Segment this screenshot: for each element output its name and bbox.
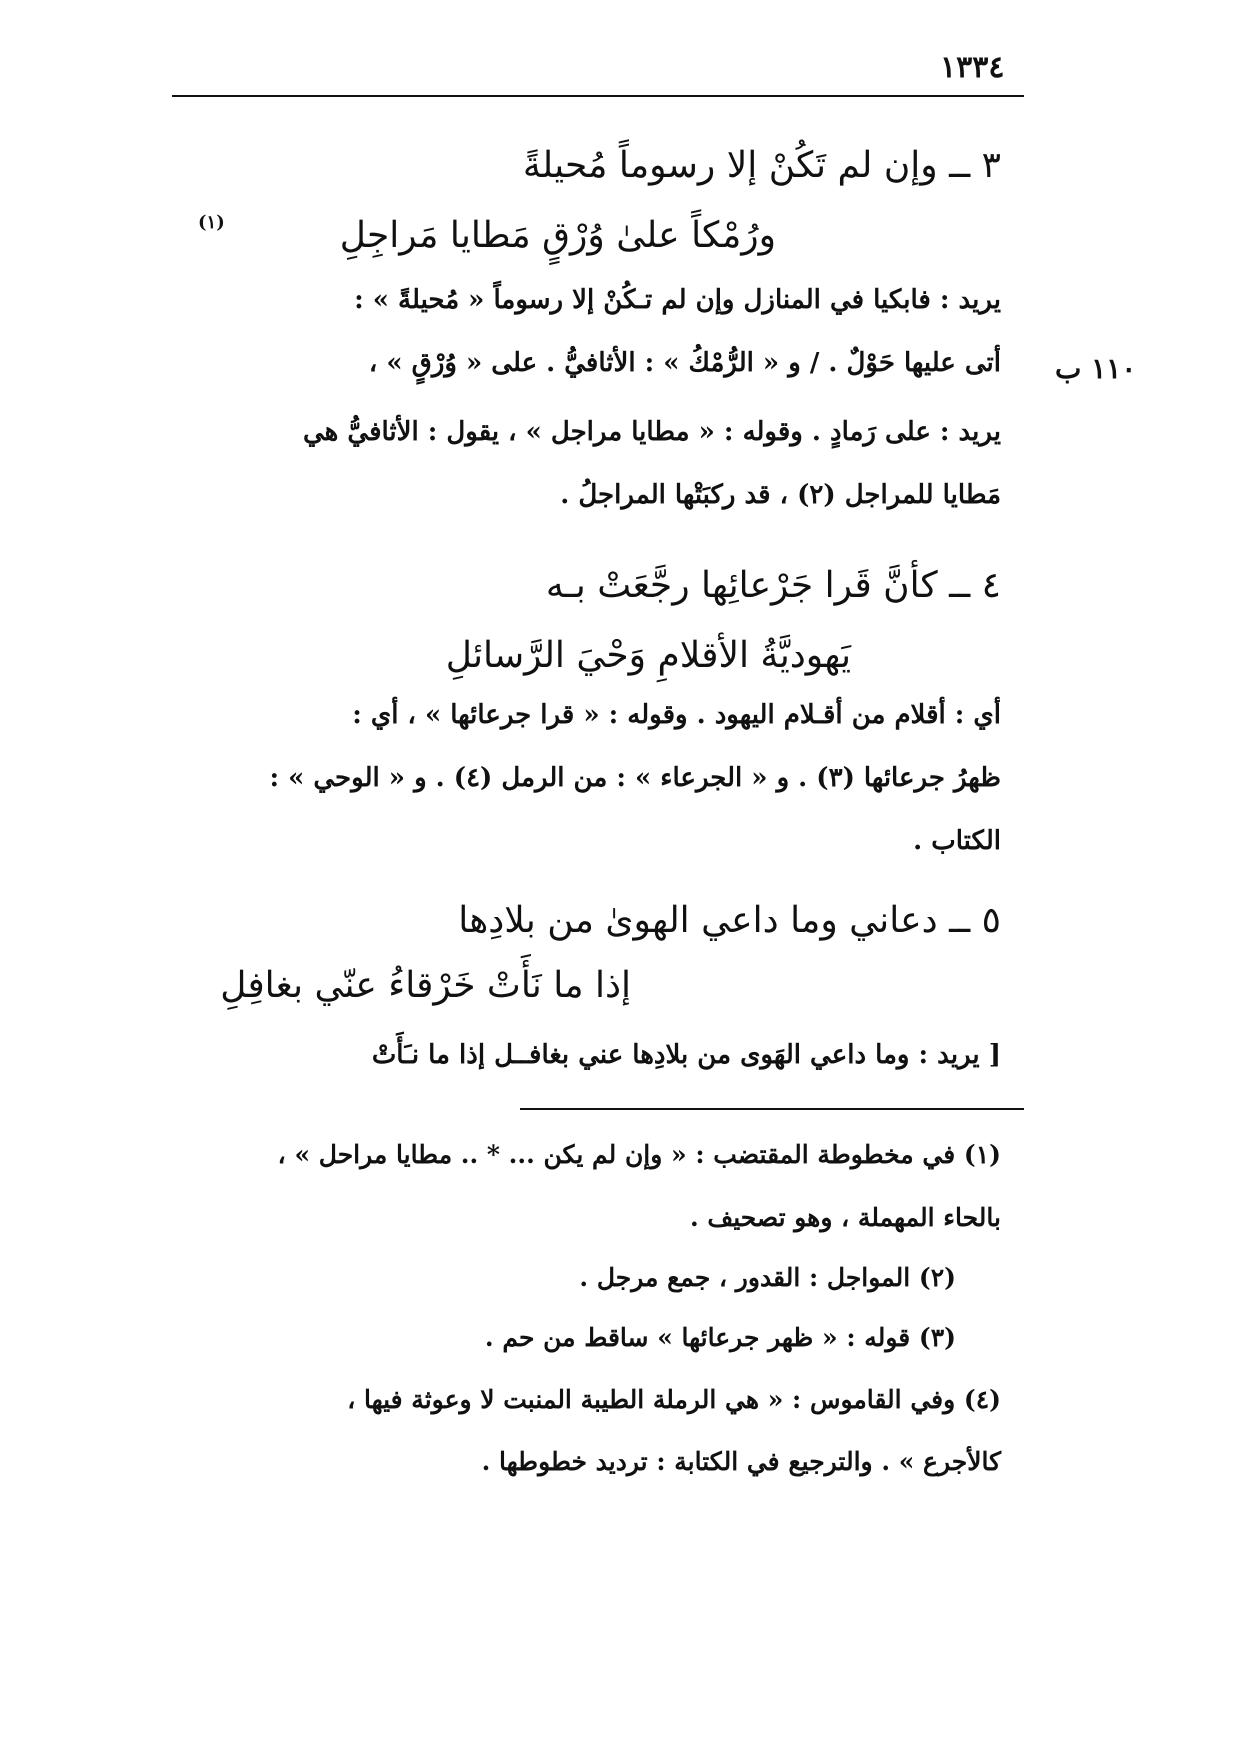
comment-3-line-2: أتى عليها حَوْلٌ . / و « الرُّمْكُ » : الأثافيُّ . على « وُرْقٍ » ، bbox=[368, 348, 1001, 378]
verse-4-second-hemistich: يَهوديَّةُ الأقلامِ وَحْيَ الرَّسائلِ bbox=[445, 635, 851, 676]
comment-3-line-3: يريد : على رَمادٍ . وقوله : « مطايا مراجل » ، يقول : الأثافيُّ هي bbox=[302, 417, 1001, 447]
margin-folio-note: ١١٠ ب bbox=[1055, 352, 1137, 385]
verse-3-second-hemistich: ورُمْكاً علىٰ وُرْقٍ مَطايا مَراجِلِ bbox=[339, 215, 776, 256]
comment-3-line-4: مَطايا للمراجل (٢) ، قد ركبَتْها المراجلُ . bbox=[560, 480, 1001, 510]
verse-5-first-hemistich: ٥ ــ دعاني وما داعي الهوىٰ من بلادِها bbox=[458, 900, 1001, 941]
comment-4-line-2: ظهرُ جرعائها (٣) . و « الجرعاء » : من الرمل (٤) . و « الوحي » : bbox=[269, 763, 1001, 793]
header-rule bbox=[172, 95, 1024, 97]
footnote-4-line-2: كالأجرع » . والترجيع في الكتابة : ترديد خطوطها . bbox=[481, 1447, 1001, 1476]
comment-4-line-1: أي : أقلام من أقـلام اليهود . وقوله : « قرا جرعائها » ، أي : bbox=[352, 700, 1001, 730]
verse-4-first-hemistich: ٤ ــ كأنَّ قَرا جَرْعائِها رجَّعَتْ بـه bbox=[545, 565, 1001, 606]
footnote-1-line-2: بالحاء المهملة ، وهو تصحيف . bbox=[689, 1203, 1001, 1232]
verse-5-second-hemistich: إذا ما نَأَتْ خَرْقاءُ عنّي بغافِلِ bbox=[220, 965, 631, 1006]
footnote-4-line-1: (٤) وفي القاموس : « هي الرملة الطيبة المنبت لا وعوثة فيها ، bbox=[347, 1385, 1001, 1414]
comment-3-line-1: يريد : فابكيا في المنازل وإن لم تـكُنْ إلا رسوماً « مُحيلةً » : bbox=[354, 285, 1001, 315]
verse-3-first-hemistich: ٣ ــ وإن لم تَكُنْ إلا رسوماً مُحيلةً bbox=[522, 145, 1001, 186]
footnote-3: (٣) قوله : « ظهر جرعائها » ساقط من حم . bbox=[484, 1323, 956, 1352]
comment-4-line-3: الكتاب . bbox=[913, 826, 1001, 856]
footnote-marker-1: (١) bbox=[198, 212, 225, 233]
footnote-1-line-1: (١) في مخطوطة المقتضب : « وإن لم يكن ... * .. مطايا مراحل » ، bbox=[277, 1140, 1001, 1169]
footnote-2: (٢) المواجل : القدور ، جمع مرجل . bbox=[579, 1263, 956, 1292]
comment-5-line-1: [ يريد : وما داعي الهَوى من بلادِها عني بغافــل إذا ما نـَأَتْ bbox=[371, 1040, 1001, 1070]
footnote-separator bbox=[520, 1108, 1024, 1110]
page-number: ١٣٣٤ bbox=[940, 50, 1005, 85]
